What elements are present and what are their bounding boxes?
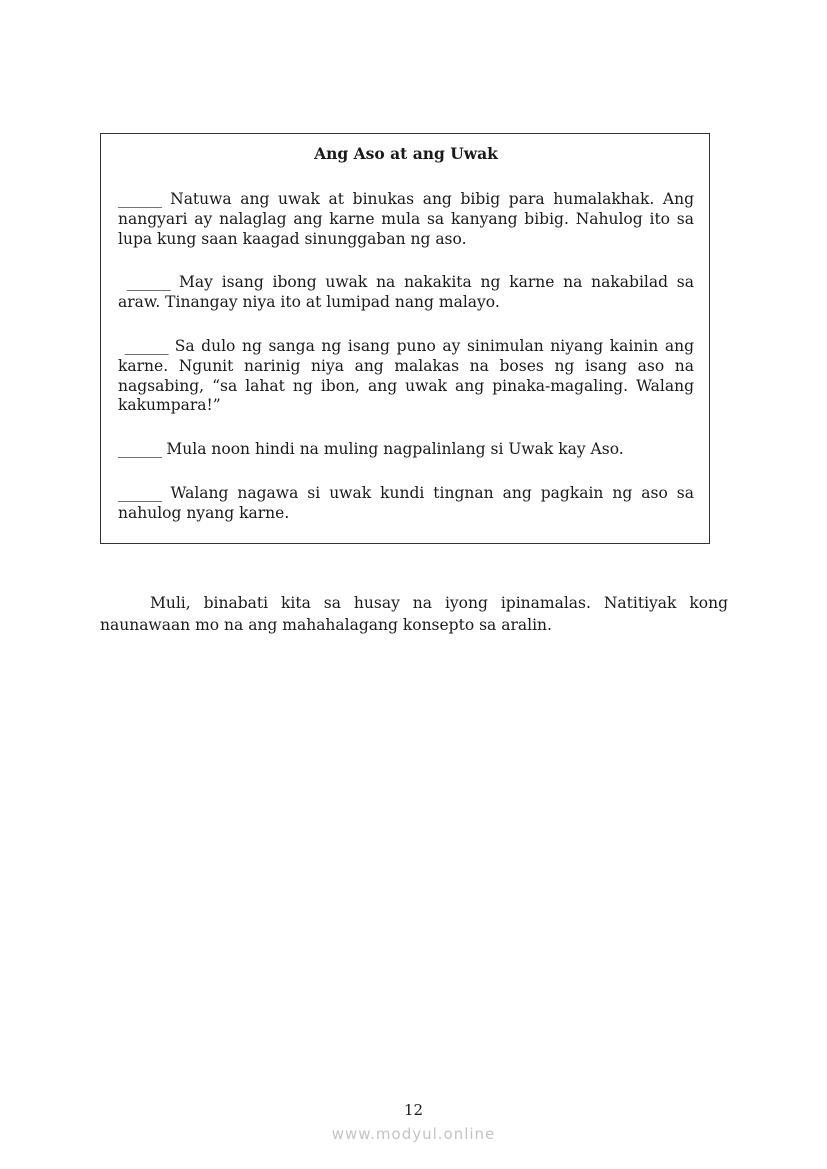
paragraph-text-1: Natuwa ang uwak at binukas ang bibig para humalakhak. Ang nangyari ay nalaglag ang karne mula sa kanyang bibig. Nahulog ito sa lupa kung saan kaagad sinunggaban ng aso. — [118, 190, 694, 248]
answer-blank-1[interactable]: ______ — [118, 190, 162, 208]
paragraph-text-4: Mula noon hindi na muling nagpalinlang si Uwak kay Aso. — [161, 440, 624, 459]
paragraph-text-3: Sa dulo ng sanga ng isang puno ay sinimulan niyang kainin ang karne. Ngunit narinig niya ang malakas na boses ng isang aso na nagsabing, “sa lahat ng ibon, ang uwak ang pinaka-magaling. Walang kakumpara!” — [118, 336, 694, 415]
answer-blank-4[interactable]: ______ — [118, 440, 162, 459]
story-paragraph-2 — [118, 273, 694, 313]
story-paragraph-3 — [118, 337, 694, 416]
answer-blank-3[interactable]: ______ — [124, 336, 169, 355]
page-number: 12 — [403, 1101, 424, 1119]
closing-paragraph: Muli, binabati kita sa husay na iyong ipinamalas. Natitiyak kong naunawaan mo na ang mahahalagang konsepto sa aralin. — [100, 594, 728, 634]
paragraph-text-2: May isang ibong uwak na nakakita ng karne na nakabilad sa araw. Tinangay niya ito at lumipad nang malayo. — [118, 273, 694, 312]
answer-blank-2[interactable]: ______ — [126, 273, 171, 292]
answer-blank-5[interactable]: ______ — [118, 483, 162, 502]
story-box — [100, 133, 710, 544]
story-title: Ang Aso at ang Uwak — [314, 144, 498, 163]
paragraph-text-5: Walang nagawa si uwak kundi tingnan ang pagkain ng aso sa nahulog nyang karne. — [118, 483, 694, 522]
story-paragraph-1 — [118, 190, 694, 249]
watermark: www.modyul.online — [331, 1125, 496, 1143]
story-paragraph-4 — [118, 440, 694, 460]
story-paragraph-5 — [118, 484, 694, 524]
